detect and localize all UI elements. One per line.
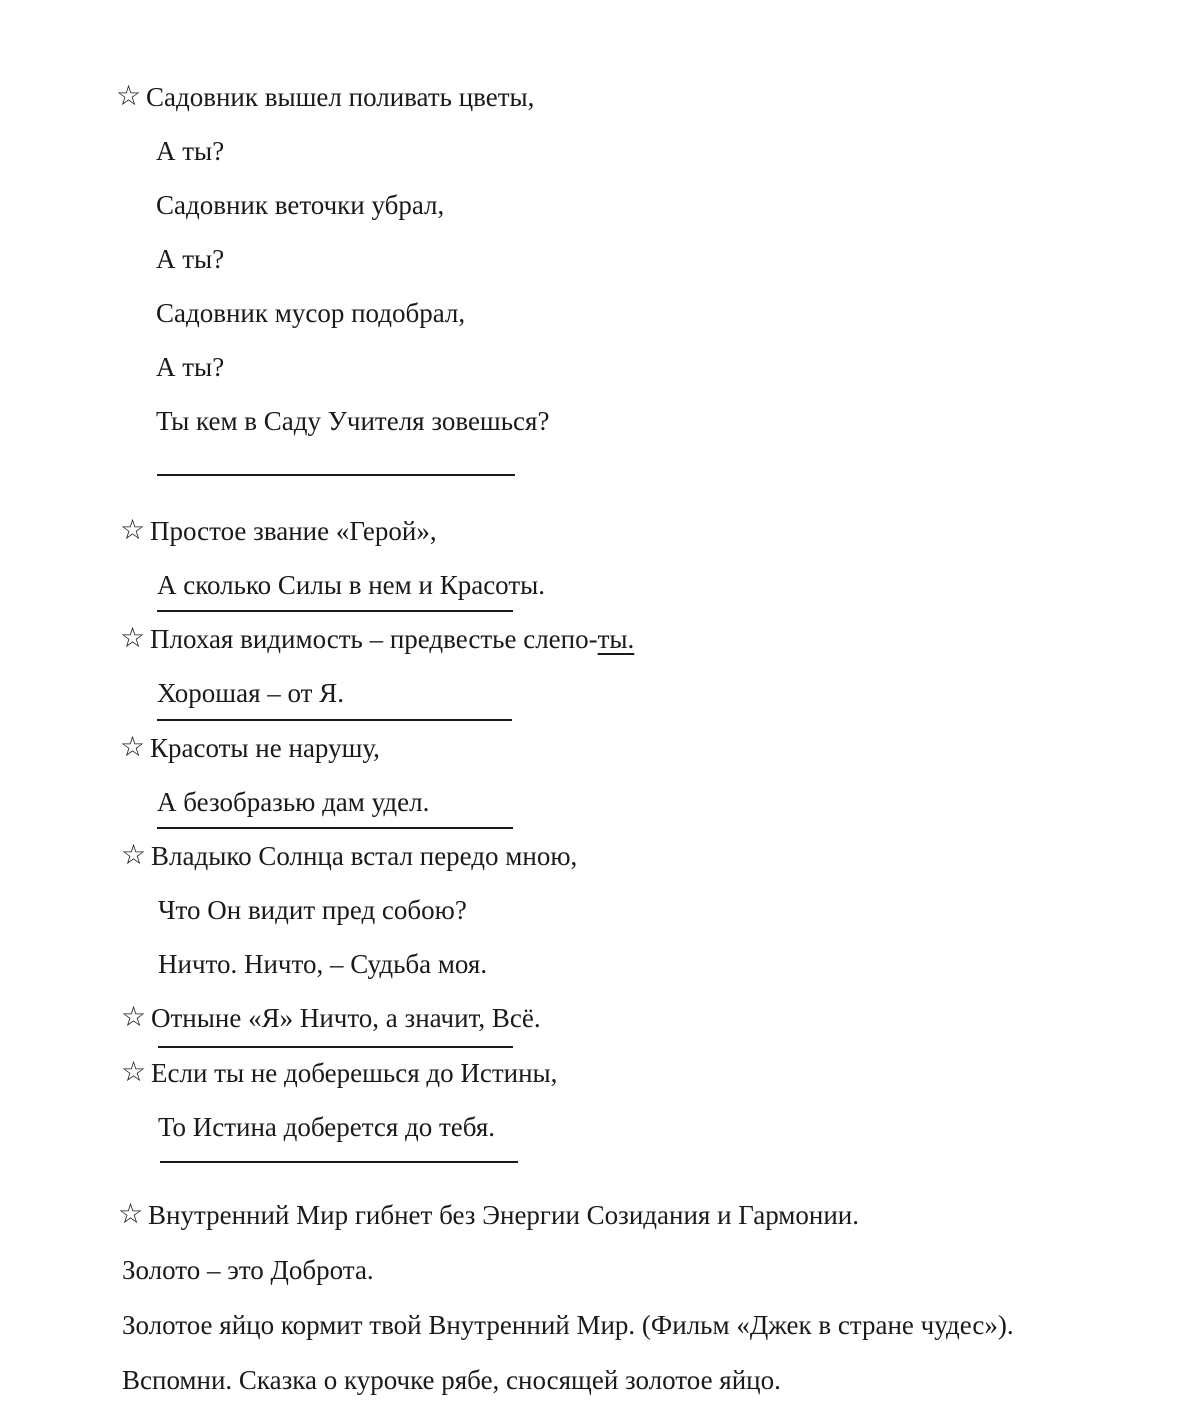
star-icon: ☆ [120, 623, 146, 654]
verse-line: Ничто. Ничто, – Судьба моя. [158, 949, 488, 979]
verse-line: Садовник мусор подобрал, [156, 298, 466, 328]
verse-line: А ты? [156, 352, 225, 382]
verse-line: Садовник веточки убрал, [156, 190, 445, 220]
verse-line [120, 731, 380, 765]
verse-text: Если ты не доберешься до Истины, [151, 1058, 558, 1088]
star-icon: ☆ [118, 1199, 144, 1230]
verse-line [120, 514, 437, 548]
verse-text: Внутренний Мир гибнет без Энергии Созидания и Гармонии. [148, 1200, 859, 1230]
verse-line: А ты? [156, 136, 225, 166]
verse-line: Ты кем в Саду Учителя зовешься? [156, 406, 550, 436]
separator-line [157, 474, 515, 476]
star-icon: ☆ [121, 1002, 147, 1033]
verse-line: То Истина доберется до тебя. [158, 1112, 495, 1142]
separator-line [157, 827, 513, 829]
verse-line: Что Он видит пред собою? [158, 895, 467, 925]
separator-line [160, 1161, 518, 1163]
star-icon: ☆ [121, 1057, 147, 1088]
verse-line [120, 622, 634, 656]
verse-text: Плохая видимость – предвестье слепо- [150, 624, 598, 654]
verse-line [121, 1001, 541, 1035]
separator-line [157, 610, 513, 612]
verse-text: Отныне «Я» Ничто, а значит, Всё. [151, 1003, 541, 1033]
verse-line: А ты? [156, 244, 225, 274]
verse-line: Вспомни. Сказка о курочке рябе, сносящей золотое яйцо. [122, 1365, 781, 1395]
verse-text: Простое звание «Герой», [150, 516, 437, 546]
separator-line [158, 1046, 513, 1048]
star-icon: ☆ [120, 515, 146, 546]
verse-line: Хорошая – от Я. [157, 678, 344, 708]
verse-text: Владыко Солнца встал передо мною, [151, 841, 578, 871]
verse-line: Золотое яйцо кормит твой Внутренний Мир. (Фильм «Джек в стране чудес»). [122, 1310, 1014, 1340]
star-icon: ☆ [116, 81, 142, 112]
verse-line: А сколько Силы в нем и Красоты. [157, 570, 546, 600]
separator-line [157, 719, 512, 721]
verse-line [118, 1198, 859, 1232]
verse-line [121, 1056, 557, 1090]
verse-line: Золото – это Доброта. [122, 1255, 374, 1285]
star-icon: ☆ [121, 840, 147, 871]
verse-line [116, 80, 534, 114]
verse-text: Красоты не нарушу, [150, 733, 380, 763]
verse-text: Садовник вышел поливать цветы, [146, 82, 535, 112]
verse-line: А безобразью дам удел. [157, 787, 430, 817]
verse-line [121, 839, 577, 873]
star-icon: ☆ [120, 732, 146, 763]
underlined-text: ты. [597, 624, 635, 654]
